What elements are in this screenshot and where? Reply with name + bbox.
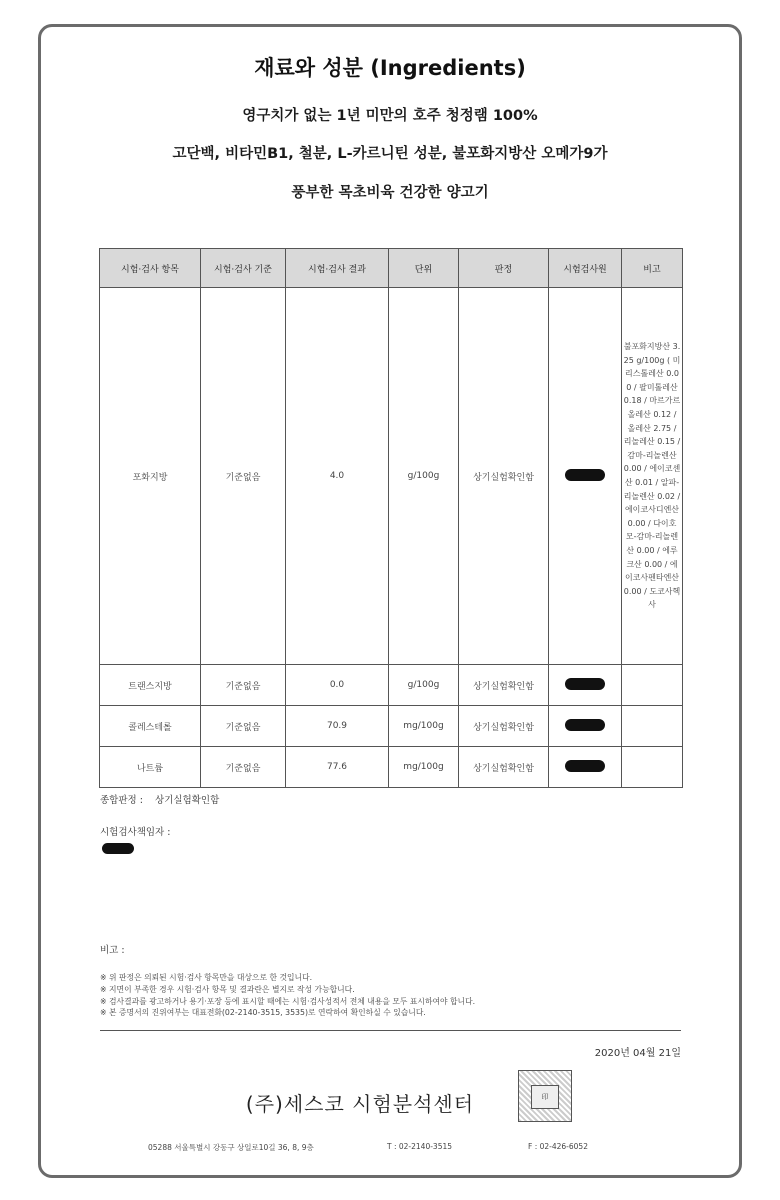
table-row [100, 665, 683, 706]
description-line-2: 고단백, 비타민B1, 철분, L-카르니틴 성분, 불포화지방산 오메가9가 [172, 146, 608, 162]
item-cell: 트랜스지방 [100, 665, 201, 706]
footer-address: 05288 서울특별시 강동구 상일로10길 36, 8, 9층 [148, 1143, 314, 1152]
test-report-table [99, 248, 683, 788]
unit-cell: mg/100g [389, 747, 459, 788]
column-header: 시험검사원 [549, 249, 622, 288]
inspector-cell [549, 288, 622, 665]
footer-phone: T : 02-2140-3515 [387, 1142, 453, 1151]
redacted-name [565, 760, 605, 772]
column-header: 비고 [622, 249, 683, 288]
redacted-name [565, 678, 605, 690]
footnotes [100, 972, 475, 1019]
note-cell [622, 706, 683, 747]
description-line-1: 영구치가 없는 1년 미만의 호주 청정램 100% [242, 108, 538, 124]
footnote: ※ 검사결과를 광고하거나 용기·포장 등에 표시할 때에는 시험·검사성적서 전체 내용을 모두 표시하여야 합니다. [100, 996, 476, 1006]
column-header: 시험·검사 결과 [286, 249, 389, 288]
standard-cell: 기준없음 [201, 747, 286, 788]
footnote: ※ 위 판정은 의뢰된 시험·검사 항목만을 대상으로 한 것입니다. [100, 973, 313, 982]
redacted-name [565, 469, 605, 481]
verdict-cell: 상기실험확인함 [459, 747, 549, 788]
inspector-cell [549, 747, 622, 788]
note-cell [622, 747, 683, 788]
standard-cell: 기준없음 [201, 288, 286, 665]
test-manager-label: 시험검사책임자 : [100, 827, 171, 838]
item-cell: 포화지방 [100, 288, 201, 665]
redacted-name [565, 719, 605, 731]
table-header-row [100, 249, 683, 288]
overall-verdict-label: 종합판정 : [100, 795, 143, 806]
result-cell: 0.0 [286, 665, 389, 706]
footnote: ※ 지면이 부족한 경우 시험·검사 항목 및 결과란은 별지로 작성 가능합니다. [100, 984, 355, 994]
inspector-cell [549, 665, 622, 706]
standard-cell: 기준없음 [201, 706, 286, 747]
footer-fax: F : 02-426-6052 [528, 1142, 588, 1151]
column-header: 판정 [459, 249, 549, 288]
overall-verdict-value: 상기실험확인함 [155, 795, 220, 806]
table-row [100, 288, 683, 665]
issue-date: 2020년 04월 21일 [594, 1048, 681, 1059]
official-seal [518, 1070, 572, 1122]
standard-cell: 기준없음 [201, 665, 286, 706]
footnote: ※ 본 증명서의 진위여부는 대표전화(02-2140-3515, 3535)로 연락하여 확인하실 수 있습니다. [100, 1008, 426, 1018]
verdict-cell: 상기실험확인함 [459, 665, 549, 706]
column-header: 단위 [389, 249, 459, 288]
verdict-cell: 상기실험확인함 [459, 706, 549, 747]
unit-cell: mg/100g [389, 706, 459, 747]
seal-mark: 印 [531, 1085, 559, 1109]
result-cell: 70.9 [286, 706, 389, 747]
divider [100, 1030, 681, 1031]
item-cell: 콜레스테롤 [100, 706, 201, 747]
result-cell: 4.0 [286, 288, 389, 665]
result-cell: 77.6 [286, 747, 389, 788]
note-cell: 불포화지방산 3.25 g/100g ( 미리스톨레산 0.00 / 팔미톨레산 0.18 / 마르가르올레산 0.12 / 올레산 2.75 / 리놀레산 0.15 / 감마-리놀렌산 0.00 / 에이코센산 0.01 / 알파-리놀렌산 0.02 / 에이코사디엔산 0.00 / 다이호모-감마-리놀렌산 0.00 / 에루크산 0.00 / 에이코사펜타엔산 0.00 / 도코사헥사 [622, 288, 683, 665]
verdict-cell: 상기실험확인함 [459, 288, 549, 665]
institute-name-text: (주)세스코 시험분석센터 [245, 1092, 475, 1116]
overall-verdict [100, 792, 219, 806]
table-row [100, 747, 683, 788]
institute-name [0, 1088, 780, 1117]
column-header: 시험·검사 기준 [201, 249, 286, 288]
description-line-3: 풍부한 목초비육 건강한 양고기 [291, 185, 489, 201]
inspector-cell [549, 706, 622, 747]
unit-cell: g/100g [389, 288, 459, 665]
page-title: 재료와 성분 (Ingredients) [254, 56, 526, 80]
item-cell: 나트륨 [100, 747, 201, 788]
remarks-label: 비고 : [100, 945, 125, 956]
note-cell [622, 665, 683, 706]
table-row [100, 706, 683, 747]
redacted-manager-name [102, 843, 134, 854]
column-header: 시험·검사 항목 [100, 249, 201, 288]
unit-cell: g/100g [389, 665, 459, 706]
